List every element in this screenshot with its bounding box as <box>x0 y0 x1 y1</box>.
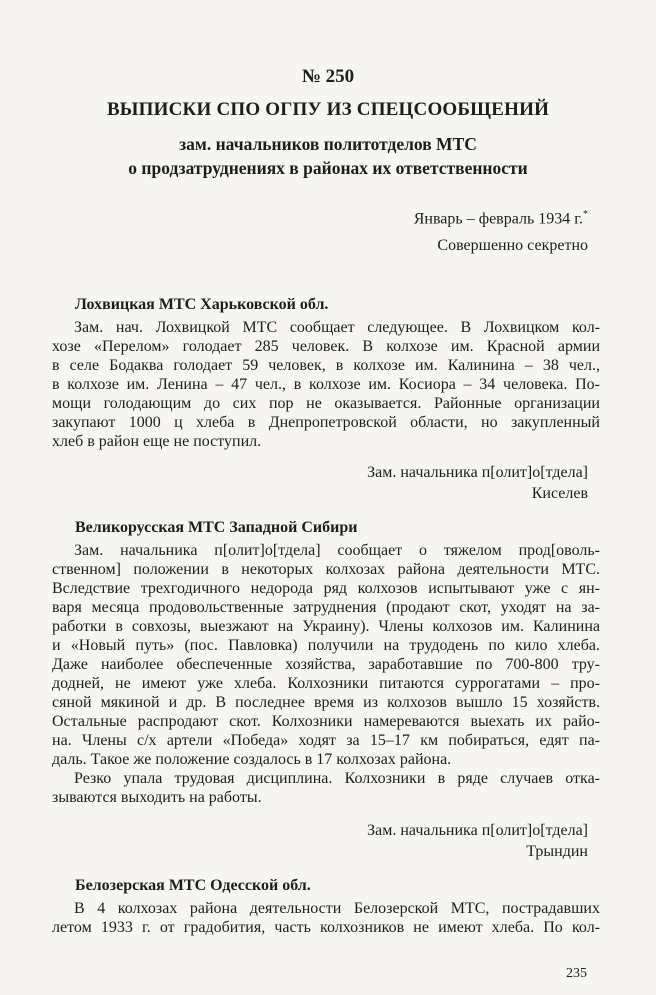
text-line: мощи голодающим до сих пор не оказывается. Районные организации <box>52 395 600 412</box>
footnote-mark: * <box>583 209 588 220</box>
text-line: варя месяца продовольственные затруднения (продают скот, уходят на за- <box>52 599 600 616</box>
text-line: работки в совхозы, выезжают на Украину). Члены колхозов им. Калинина <box>52 618 600 635</box>
section-body <box>52 541 600 807</box>
section-heading: Лохвицкая МТС Харьковской обл. <box>75 296 329 313</box>
section-body <box>52 318 600 451</box>
text-line: в колхозе им. Ленина – 47 чел., в колхозе им. Косиора – 34 человека. По- <box>52 376 600 393</box>
text-line: и «Новый путь» (пос. Павловка) получили на трудодень по кило хлеба. <box>52 637 600 654</box>
text-line: в селе Бодаква голодает 59 человек, в колхозе им. Калинина – 38 чел., <box>52 357 600 374</box>
text-line: Зам. нач. Лохвицкой МТС сообщает следующее. В Лохвицком кол- <box>74 319 600 336</box>
text-line: ственном] положении в некоторых колхозах района деятельности МТС. <box>52 561 600 578</box>
text-line: додней, не имеют уже хлеба. Колхозники питаются суррогатами – про- <box>52 675 600 692</box>
text-line: Остальные распродают скот. Колхозники намереваются выехать их райо- <box>52 713 600 730</box>
text-line: закупают 1000 ц хлеба в Днепропетровской области, но закупленный <box>52 414 600 431</box>
text-line: Даже наиболее обеспеченные хозяйства, заработавшие по 700-800 тру- <box>52 656 600 673</box>
subtitle-line: зам. начальников политотделов МТС <box>179 134 477 154</box>
text-line: Вследствие трехгодичного недорода ряд колхозов испытывают уже с ян- <box>52 580 600 597</box>
text-line: Резко упала трудовая дисциплина. Колхозники в ряде случаев отка- <box>74 770 600 787</box>
text-line: хозе «Перелом» голодает 285 человек. В колхозе им. Красной армии <box>52 338 600 355</box>
section-heading: Великорусская МТС Западной Сибири <box>75 519 358 536</box>
signature-title: Зам. начальника п[олит]о[тдела] <box>367 464 588 481</box>
section-heading: Белозерская МТС Одесской обл. <box>75 877 311 894</box>
signature-name: Трындин <box>526 843 588 860</box>
text-line: зываются выходить на работы. <box>52 789 262 806</box>
page-number: 235 <box>566 966 587 981</box>
signature-name: Киселев <box>531 485 588 502</box>
text-line: на. Члены с/х артели «Победа» ходят за 15–17 км побираться, едят па- <box>52 732 600 749</box>
document-title: ВЫПИСКИ СПО ОГПУ ИЗ СПЕЦСООБЩЕНИЙ <box>106 99 550 120</box>
document-date <box>414 209 588 228</box>
text-line: даль. Такое же положение создалось в 17 колхозах района. <box>52 751 452 768</box>
classification-stamp: Совершенно секретно <box>437 237 588 254</box>
document-subtitle <box>40 132 616 180</box>
document-number: № 250 <box>301 66 355 87</box>
text-line: сяной мякиной и др. В последнее время из колхозов вышло 15 хозяйств. <box>52 694 600 711</box>
signature-title: Зам. начальника п[олит]о[тдела] <box>367 822 588 839</box>
section-body <box>52 899 600 937</box>
text-line: Зам. начальника п[олит]о[тдела] сообщает о тяжелом прод[оволь- <box>74 542 600 559</box>
text-line: хлеб в район еще не поступил. <box>52 433 262 450</box>
text-line: летом 1933 г. от градобития, часть колхозников не имеют хлеба. По кол- <box>52 919 600 936</box>
text-line: В 4 колхозах района деятельности Белозерской МТС, пострадавших <box>74 900 600 917</box>
subtitle-line: о продзатруднениях в районах их ответственности <box>128 158 528 178</box>
date-text: Январь – февраль 1934 г. <box>413 210 583 228</box>
